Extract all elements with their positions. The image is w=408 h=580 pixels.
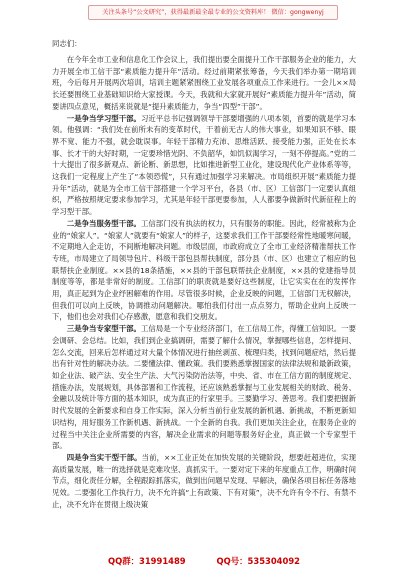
paragraph-service bbox=[52, 218, 356, 323]
paragraph-expert bbox=[52, 323, 356, 452]
paragraph-lead: 四是争当实干型干部。 bbox=[66, 452, 142, 462]
salutation: 同志们： bbox=[52, 39, 82, 48]
paragraph-practical bbox=[52, 452, 356, 511]
paragraph-intro bbox=[52, 54, 356, 113]
paragraph-text: 工信部门没有执法的权力，只有服务的职能。因此，经常被称为企业的“娘家人”。“娘家人”就要有“娘家人”的样子，这要求我们工作干部要经常性地暖寒问暖，不定期地入企走访，不间断地解决问题。市级层面，市政府成立了全市工业经济精准帮扶工作专班，市局建立了局领导包片、科级干部包县帮扶制度，部分县（市、区）也建立了相应的包联帮扶企业制度。××县的18条措施，××县的干部包联帮扶企业制度，××县的党建指导员制度等等，都是非常好的制度。工信部门的职责就是要好这些制度，让它实实在在的发挥作用，真正起到为企业纾困解难的作用。尽管很多时候，企业反映的问题，工信部门无权解决，但我们可以向上反映，协调推动问题解决。哪怕我们付出一点点努力，帮助企业向上反映一下，他们也会对我们心存感激，愿意和我们交朋友。 bbox=[52, 218, 356, 322]
paragraph-lead: 二是争当服务型干部。 bbox=[66, 218, 141, 228]
top-promo-banner: 关注头条号“公文研究”，获得最新最全最专业的公文资料库！ 微信：gongwenyj bbox=[88, 5, 338, 20]
qq-group: QQ群：31991489 bbox=[108, 556, 186, 566]
document-body bbox=[52, 38, 356, 510]
paragraph-lead: 一是争当学习型干部。 bbox=[66, 113, 141, 123]
paragraph-lead: 三是争当专家型干部。 bbox=[66, 324, 141, 334]
paragraph-text: 习近平总书记强调领导干部要增强的八项本领，首要的就是学习本领。他强调：“我们处在前所未有的变革时代，干着前无古人的伟大事业，如果知识不够、眼界不宽、能力不强，就会耽误事。年轻干部精力充沛、思维活跃、接受能力强，正处在长本事、长才干的大好时期，一定要珍惜光阴、不负韶华，如饥似渴学习，一刻不停提高。”党的二十大提出了很多新观点、新论断、新思想，比如推进新型工业化，建设现代化产业体系等等，这我们一定程度上产生了“本领恐慌”，只有通过加强学习来解决。市局组织开展“素质能力提升年”活动，就是为全市工信干部搭建一个学习平台，各县（市、区）工信部门一定要认真组织，严格按照规定要求参加学习，尤其是年轻干部更要参加，人人都要争做新时代新征程上的学习型干部。 bbox=[52, 113, 356, 217]
qq-number: QQ号：535304092 bbox=[216, 556, 300, 566]
paragraph-text: 当前，××工业正处在加快发展的关键阶段，想要赶超进位，实现高质量发展，唯一的选择就是克难攻坚、真抓实干。一要对定下来的年度重点工作，明确时间节点，细化责任分解，全程跟踪抓落实，做到出问题早发现、早解决，确保各项目标任务落地见效。二要强化工作执行力，决不允许搞“上有政策、下有对策”，决不允许有令不行、有禁不止，决不允许在贯彻上级决策 bbox=[52, 452, 356, 509]
paragraph-text: 在今年全市工业和信息化工作会议上，我们提出要全面提升工作干部服务企业的能力，大力开展全市工信干部“素质能力提升年”活动。经过前期紧张筹备，今天我们举办第一期培训班，今后每月开展两次培训，培训主题紧紧围绕工业发展各项重点工作来进行。一会儿××局长还要围绕工业基础知识给大家授课。今天，我就和大家就开展好“素质能力提升年”活动，简要讲四点意见，概括来说就是“提升素质能力，争当“四型”干部”。 bbox=[52, 55, 356, 111]
paragraph-text: 工信局是一个专业经济部门，在工信局工作，得懂工信知识。一要会调研、会总结。比如，我们到企业搞调研，需要了解什么情况，掌握哪些信息，怎样提问、怎么交流，回来后怎样通过对大量个体情况进行抽丝剥茧、梳理归类，找到问题症结，然后提出有针对性的解决办法。二要懂法律、懂政策。我们要熟悉掌握国家的法律法规和最新政策，如企业法、破产法、安全生产法、大气污染防治法等，中央、省、市在工信方面的制度规定、措施办法，发展规划，具体部署和工作流程，还应该熟悉掌握与工业发展相关的财政、税务、金融以及统计等方面的基本知识，成为真正的行家里手。三要勤学习、善思考。我们要把握新时代发展的全新要求和自身工作实际，深入分析当前行业发展的新机遇、新挑战，不断更新知识结构，用好服务工作新机遇、新挑战。一个全新的自我。我们更加关注企业，在服务企业的过程当中关注企业所需要的内容，解决企业需求的问题等服务好企业，真正做一个专家型干部。 bbox=[52, 324, 356, 451]
bottom-contact-banner bbox=[0, 555, 408, 567]
paragraph-learning bbox=[52, 113, 356, 218]
